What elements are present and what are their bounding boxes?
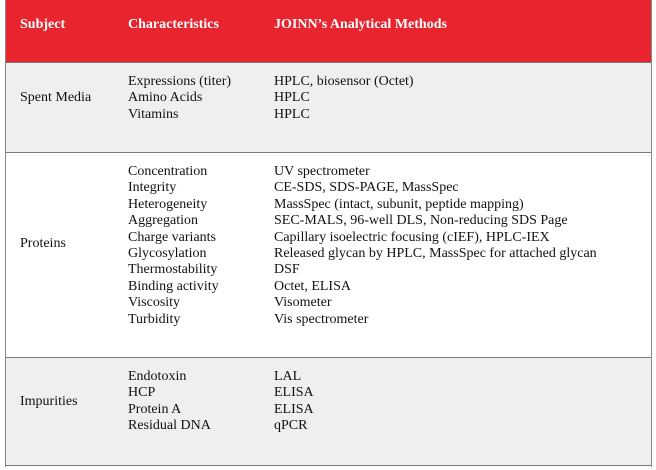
- characteristic-item: Turbidity: [128, 311, 181, 327]
- table-row-impurities: [6, 357, 651, 466]
- method-item: HPLC: [274, 90, 310, 106]
- characteristics-list: [128, 164, 219, 328]
- method-item: MassSpec (intact, subunit, peptide mapping): [274, 196, 524, 212]
- methods-list: [274, 369, 314, 435]
- method-item: ELISA: [274, 401, 314, 417]
- characteristic-item: HCP: [128, 385, 156, 401]
- method-item: Octet, ELISA: [274, 278, 351, 294]
- methods-list: [274, 74, 414, 123]
- subject-cell: Proteins: [20, 236, 66, 251]
- header-subject: Subject: [20, 17, 66, 32]
- method-item: DSF: [274, 262, 300, 278]
- header-methods: JOINN’s Analytical Methods: [274, 17, 447, 32]
- method-item: Capillary isoelectric focusing (cIEF), HPLC-IEX: [274, 229, 550, 245]
- header-characteristics: Characteristics: [128, 17, 219, 32]
- method-item: HPLC, biosensor (Octet): [274, 74, 414, 89]
- characteristic-item: Endotoxin: [128, 369, 187, 384]
- characteristic-item: Viscosity: [128, 295, 181, 311]
- characteristic-item: Integrity: [128, 180, 177, 196]
- method-item: qPCR: [274, 418, 308, 434]
- characteristic-item: Glycosylation: [128, 246, 207, 262]
- characteristic-item: Amino Acids: [128, 90, 203, 106]
- method-item: Visometer: [274, 295, 332, 311]
- method-item: Released glycan by HPLC, MassSpec for attached glycan: [274, 246, 597, 262]
- table-row-spent-media: [6, 62, 651, 152]
- method-item: Vis spectrometer: [274, 311, 369, 327]
- characteristic-item: Residual DNA: [128, 418, 211, 434]
- characteristic-item: Thermostability: [128, 262, 218, 278]
- method-item: LAL: [274, 369, 302, 384]
- characteristic-item: Heterogeneity: [128, 196, 208, 212]
- analytical-methods-table: [5, 0, 652, 467]
- method-item: SEC-MALS, 96-well DLS, Non-reducing SDS Page: [274, 213, 568, 229]
- characteristic-item: Vitamins: [128, 106, 179, 122]
- table-header: [6, 0, 651, 62]
- characteristic-item: Concentration: [128, 164, 208, 179]
- method-item: UV spectrometer: [274, 164, 370, 179]
- methods-list: [274, 164, 597, 328]
- characteristic-item: Charge variants: [128, 229, 216, 245]
- subject-cell: Impurities: [20, 394, 78, 409]
- method-item: HPLC: [274, 106, 310, 122]
- characteristic-item: Aggregation: [128, 213, 198, 229]
- table-bottom-border: [6, 465, 651, 466]
- subject-cell: Spent Media: [20, 90, 92, 105]
- method-item: ELISA: [274, 385, 314, 401]
- method-item: CE-SDS, SDS-PAGE, MassSpec: [274, 180, 459, 196]
- characteristic-item: Expressions (titer): [128, 74, 232, 89]
- characteristic-item: Binding activity: [128, 278, 219, 294]
- characteristics-list: [128, 369, 211, 435]
- characteristics-list: [128, 74, 231, 123]
- table-row-proteins: [6, 152, 651, 357]
- characteristic-item: Protein A: [128, 401, 182, 417]
